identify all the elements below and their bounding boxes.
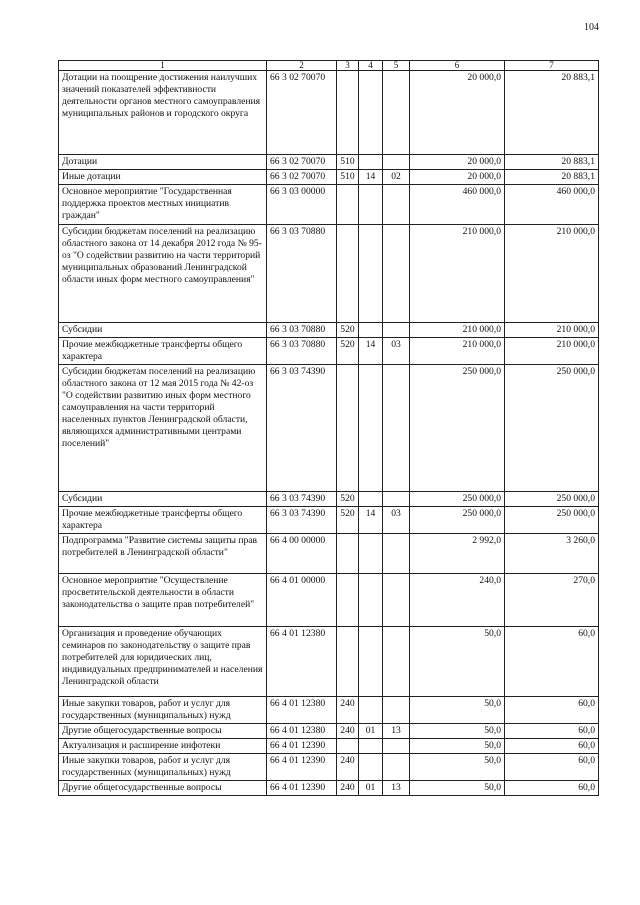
- row-name: Прочие межбюджетные трансферты общего характера: [59, 338, 267, 365]
- row-code: 66 3 03 74390: [267, 365, 337, 492]
- row-amount-year-1: 250 000,0: [410, 507, 505, 534]
- row-name: Дотации на поощрение достижения наилучших значений показателей эффективности деятельности органов местного самоуправления муниципальных районов и городского округа: [59, 71, 267, 155]
- header-col-4: 4: [359, 61, 383, 71]
- row-name: Субсидии: [59, 492, 267, 507]
- row-type-code: 520: [337, 492, 359, 507]
- table-row: [59, 534, 599, 574]
- row-name: Другие общегосударственные вопросы: [59, 781, 267, 796]
- table-row: [59, 225, 599, 323]
- table-row: [59, 155, 599, 170]
- row-name: Подпрограмма "Развитие системы защиты прав потребителей в Ленинградской области": [59, 534, 267, 574]
- row-code: 66 3 02 70070: [267, 155, 337, 170]
- row-code: 66 3 03 00000: [267, 185, 337, 225]
- table-row: [59, 338, 599, 365]
- row-subsection: [383, 71, 410, 155]
- row-name: Основное мероприятие "Государственная поддержка проектов местных инициатив граждан": [59, 185, 267, 225]
- row-amount-year-1: 250 000,0: [410, 492, 505, 507]
- row-amount-year-1: 20 000,0: [410, 170, 505, 185]
- row-name: Прочие межбюджетные трансферты общего характера: [59, 507, 267, 534]
- row-section: [359, 155, 383, 170]
- row-subsection: [383, 225, 410, 323]
- row-type-code: 240: [337, 781, 359, 796]
- row-section: [359, 697, 383, 724]
- row-subsection: [383, 323, 410, 338]
- row-amount-year-1: 50,0: [410, 724, 505, 739]
- row-amount-year-1: 210 000,0: [410, 338, 505, 365]
- row-amount-year-2: 20 883,1: [505, 71, 599, 155]
- row-type-code: 240: [337, 754, 359, 781]
- row-amount-year-1: 50,0: [410, 697, 505, 724]
- row-subsection: [383, 627, 410, 697]
- row-type-code: 520: [337, 507, 359, 534]
- row-amount-year-2: 60,0: [505, 627, 599, 697]
- row-subsection: 03: [383, 338, 410, 365]
- row-section: 14: [359, 507, 383, 534]
- row-name: Организация и проведение обучающих семинаров по законодательству о защите прав потребителей для юридических лиц, индивидуальных предпринимателей и населения Ленинградской области: [59, 627, 267, 697]
- row-subsection: [383, 534, 410, 574]
- table-row: [59, 627, 599, 697]
- row-subsection: 03: [383, 507, 410, 534]
- row-section: 14: [359, 338, 383, 365]
- row-name: Субсидии: [59, 323, 267, 338]
- row-code: 66 4 01 12380: [267, 627, 337, 697]
- row-code: 66 3 03 74390: [267, 492, 337, 507]
- row-type-code: [337, 627, 359, 697]
- row-code: 66 4 01 12390: [267, 739, 337, 754]
- row-section: 01: [359, 724, 383, 739]
- table-row: [59, 71, 599, 155]
- row-code: 66 3 02 70070: [267, 170, 337, 185]
- row-section: [359, 185, 383, 225]
- page-number: 104: [584, 22, 599, 33]
- row-subsection: 13: [383, 781, 410, 796]
- row-amount-year-2: 20 883,1: [505, 155, 599, 170]
- row-name: Актуализация и расширение инфотеки: [59, 739, 267, 754]
- row-amount-year-1: 50,0: [410, 754, 505, 781]
- row-name: Основное мероприятие "Осуществление просветительской деятельности в области законодательства о защите прав потребителей": [59, 574, 267, 627]
- row-amount-year-1: 2 992,0: [410, 534, 505, 574]
- row-type-code: 520: [337, 338, 359, 365]
- row-code: 66 3 03 70880: [267, 323, 337, 338]
- row-section: [359, 754, 383, 781]
- table-row: [59, 724, 599, 739]
- table-row: [59, 170, 599, 185]
- row-name: Субсидии бюджетам поселений на реализацию областного закона от 12 мая 2015 года № 42-оз "О содействии развитию иных форм местного самоуправления на части территорий населенных пунктов Ленинградской области, являющихся административными центрами поселений": [59, 365, 267, 492]
- header-col-2: 2: [267, 61, 337, 71]
- table-row: [59, 754, 599, 781]
- row-amount-year-2: 250 000,0: [505, 492, 599, 507]
- table-row: [59, 739, 599, 754]
- row-section: [359, 225, 383, 323]
- row-amount-year-1: 20 000,0: [410, 155, 505, 170]
- row-type-code: [337, 71, 359, 155]
- row-amount-year-2: 60,0: [505, 781, 599, 796]
- row-type-code: [337, 534, 359, 574]
- table-row: [59, 365, 599, 492]
- row-name: Иные закупки товаров, работ и услуг для государственных (муниципальных) нужд: [59, 754, 267, 781]
- row-amount-year-1: 210 000,0: [410, 225, 505, 323]
- row-amount-year-2: 210 000,0: [505, 323, 599, 338]
- header-row: [59, 61, 599, 71]
- header-col-3: 3: [337, 61, 359, 71]
- row-section: [359, 365, 383, 492]
- row-amount-year-1: 50,0: [410, 781, 505, 796]
- header-col-5: 5: [383, 61, 410, 71]
- row-code: 66 4 00 00000: [267, 534, 337, 574]
- row-amount-year-1: 50,0: [410, 627, 505, 697]
- row-section: [359, 574, 383, 627]
- row-code: 66 3 03 74390: [267, 507, 337, 534]
- row-name: Дотации: [59, 155, 267, 170]
- row-amount-year-2: 210 000,0: [505, 225, 599, 323]
- table-row: [59, 185, 599, 225]
- row-subsection: [383, 739, 410, 754]
- row-amount-year-1: 20 000,0: [410, 71, 505, 155]
- row-amount-year-2: 250 000,0: [505, 507, 599, 534]
- row-amount-year-2: 210 000,0: [505, 338, 599, 365]
- row-section: [359, 323, 383, 338]
- table-row: [59, 323, 599, 338]
- row-section: [359, 71, 383, 155]
- row-type-code: [337, 574, 359, 627]
- row-type-code: 510: [337, 170, 359, 185]
- header-col-1: 1: [59, 61, 267, 71]
- row-name: Другие общегосударственные вопросы: [59, 724, 267, 739]
- row-type-code: 240: [337, 697, 359, 724]
- row-section: [359, 739, 383, 754]
- row-amount-year-1: 250 000,0: [410, 365, 505, 492]
- row-section: 01: [359, 781, 383, 796]
- table-row: [59, 492, 599, 507]
- row-type-code: [337, 739, 359, 754]
- table-row: [59, 574, 599, 627]
- row-subsection: [383, 697, 410, 724]
- table-row: [59, 507, 599, 534]
- row-amount-year-1: 240,0: [410, 574, 505, 627]
- row-amount-year-1: 460 000,0: [410, 185, 505, 225]
- row-amount-year-2: 60,0: [505, 754, 599, 781]
- row-type-code: 510: [337, 155, 359, 170]
- row-amount-year-1: 210 000,0: [410, 323, 505, 338]
- row-subsection: [383, 492, 410, 507]
- row-amount-year-2: 270,0: [505, 574, 599, 627]
- header-col-6: 6: [410, 61, 505, 71]
- row-amount-year-2: 250 000,0: [505, 365, 599, 492]
- row-name: Иные закупки товаров, работ и услуг для государственных (муниципальных) нужд: [59, 697, 267, 724]
- row-code: 66 4 01 12380: [267, 724, 337, 739]
- row-name: Субсидии бюджетам поселений на реализацию областного закона от 14 декабря 2012 года № 95-оз "О содействии развитию на части территорий муниципальных образований Ленинградской области иных форм местного самоуправления": [59, 225, 267, 323]
- row-amount-year-2: 60,0: [505, 724, 599, 739]
- row-name: Иные дотации: [59, 170, 267, 185]
- row-subsection: 02: [383, 170, 410, 185]
- row-code: 66 3 02 70070: [267, 71, 337, 155]
- row-type-code: 520: [337, 323, 359, 338]
- row-code: 66 4 01 12380: [267, 697, 337, 724]
- row-amount-year-2: 3 260,0: [505, 534, 599, 574]
- row-subsection: 13: [383, 724, 410, 739]
- row-amount-year-2: 60,0: [505, 739, 599, 754]
- row-amount-year-1: 50,0: [410, 739, 505, 754]
- header-col-7: 7: [505, 61, 599, 71]
- row-type-code: [337, 185, 359, 225]
- row-type-code: 240: [337, 724, 359, 739]
- row-type-code: [337, 225, 359, 323]
- row-subsection: [383, 185, 410, 225]
- row-code: 66 3 03 70880: [267, 338, 337, 365]
- row-amount-year-2: 60,0: [505, 697, 599, 724]
- row-section: [359, 627, 383, 697]
- row-code: 66 4 01 00000: [267, 574, 337, 627]
- row-subsection: [383, 365, 410, 492]
- row-code: 66 4 01 12390: [267, 754, 337, 781]
- row-code: 66 4 01 12390: [267, 781, 337, 796]
- row-section: [359, 492, 383, 507]
- row-section: [359, 534, 383, 574]
- table-row: [59, 697, 599, 724]
- row-subsection: [383, 754, 410, 781]
- row-type-code: [337, 365, 359, 492]
- row-amount-year-2: 460 000,0: [505, 185, 599, 225]
- row-subsection: [383, 574, 410, 627]
- row-section: 14: [359, 170, 383, 185]
- row-subsection: [383, 155, 410, 170]
- row-amount-year-2: 20 883,1: [505, 170, 599, 185]
- table-body: [59, 71, 599, 796]
- row-code: 66 3 03 70880: [267, 225, 337, 323]
- budget-table: [58, 60, 599, 796]
- table-row: [59, 781, 599, 796]
